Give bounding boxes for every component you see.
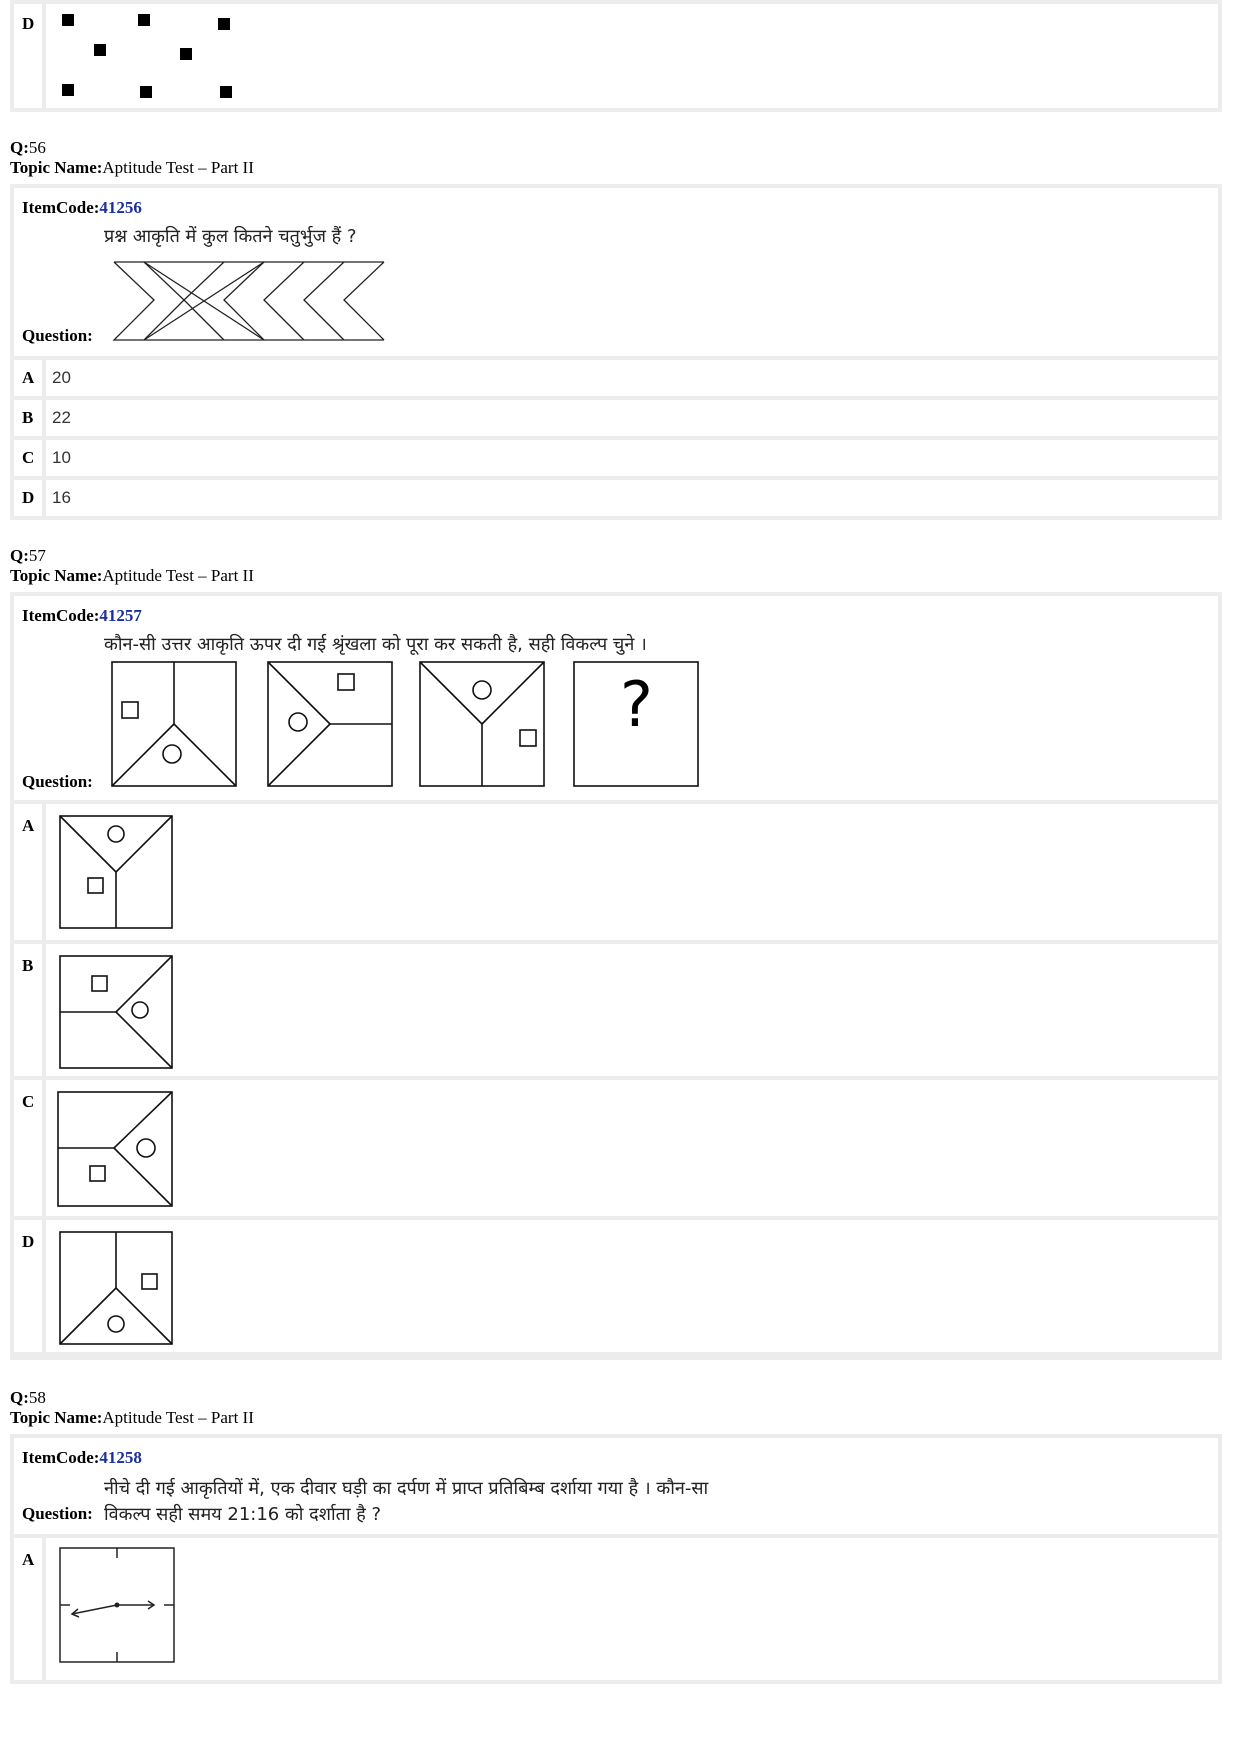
- option-letter: A: [22, 368, 35, 387]
- option-row-b[interactable]: [14, 400, 1218, 436]
- question-row: [14, 1438, 1218, 1534]
- question-number: 58: [28, 1388, 46, 1407]
- question-label: Question:: [22, 326, 93, 345]
- option-letter: C: [22, 1092, 35, 1111]
- option-letter: D: [22, 488, 35, 507]
- question-mark: ?: [620, 668, 653, 741]
- option-row-c[interactable]: [14, 440, 1218, 476]
- q-prefix: Q:: [10, 138, 29, 157]
- option-letter: B: [22, 408, 34, 427]
- q-prefix: Q:: [10, 546, 29, 565]
- question-label: Question:: [22, 1504, 93, 1523]
- question-text: कौन-सी उत्तर आकृति ऊपर दी गई श्रृंखला को पूरा कर सकती है, सही विकल्प चुने ।: [104, 634, 647, 655]
- question-header: [10, 1388, 254, 1428]
- topic-label: Topic Name:: [10, 566, 103, 585]
- option-value: 20: [52, 368, 71, 387]
- option-letter: C: [22, 448, 35, 467]
- topic-name: Aptitude Test – Part II: [102, 566, 254, 585]
- clock-figure: [58, 1546, 188, 1676]
- option-row[interactable]: [14, 4, 1218, 108]
- question-header: [10, 138, 254, 178]
- option-figure: [46, 804, 1218, 940]
- option-figure: [46, 1220, 1218, 1352]
- option-letter: D: [22, 14, 35, 33]
- option-row-b[interactable]: [14, 944, 1218, 1076]
- question-card: [10, 592, 1222, 1360]
- option-letter: B: [22, 956, 34, 975]
- question-text-line1: नीचे दी गई आकृतियों में, एक दीवार घड़ी का दर्पण में प्राप्त प्रतिबिम्ब दर्शाया गया है । कौन-सा: [104, 1478, 709, 1499]
- option-value: 22: [52, 408, 71, 427]
- question-text-line2: विकल्प सही समय 21:16 को दर्शाता है ?: [104, 1504, 382, 1525]
- option-value: 10: [52, 448, 71, 467]
- topic-label: Topic Name:: [10, 158, 103, 177]
- question-number: 56: [28, 138, 46, 157]
- item-code: ItemCode:41258: [22, 1448, 142, 1467]
- option-figure: [46, 944, 1218, 1076]
- question-number: 57: [28, 546, 46, 565]
- option-row-a[interactable]: [14, 1538, 1218, 1680]
- option-value: 16: [52, 488, 71, 507]
- option-figure: [46, 4, 1218, 108]
- question-card: [10, 184, 1222, 520]
- question-row: [14, 188, 1218, 356]
- option-d-figure: [58, 1230, 178, 1350]
- item-code: ItemCode:41257: [22, 606, 142, 625]
- option-c-figure: [56, 1090, 176, 1210]
- prev-question-card: [10, 0, 1222, 112]
- topic-name: Aptitude Test – Part II: [102, 158, 254, 177]
- option-row-d[interactable]: [14, 1220, 1218, 1352]
- option-letter: A: [22, 816, 35, 835]
- option-row-a[interactable]: [14, 804, 1218, 940]
- question-card: [10, 1434, 1222, 1684]
- question-label: Question:: [22, 772, 93, 791]
- topic-label: Topic Name:: [10, 1408, 103, 1427]
- option-figure: [46, 1080, 1218, 1216]
- topic-name: Aptitude Test – Part II: [102, 1408, 254, 1427]
- option-b-figure: [58, 954, 178, 1074]
- item-code: ItemCode:41256: [22, 198, 142, 217]
- option-figure: [46, 1538, 1218, 1680]
- option-row-a[interactable]: [14, 360, 1218, 396]
- option-row-c[interactable]: [14, 1080, 1218, 1216]
- question-header: [10, 546, 254, 586]
- question-text: प्रश्न आकृति में कुल कितने चतुर्भुज हैं ?: [104, 226, 357, 247]
- option-row-d[interactable]: [14, 480, 1218, 516]
- option-a-figure: [58, 814, 178, 934]
- quadrilateral-figure: [112, 258, 392, 348]
- option-letter: A: [22, 1550, 35, 1569]
- q-prefix: Q:: [10, 1388, 29, 1407]
- option-letter: D: [22, 1232, 35, 1251]
- dot-pattern-figure: [52, 4, 252, 104]
- question-row: [14, 596, 1218, 800]
